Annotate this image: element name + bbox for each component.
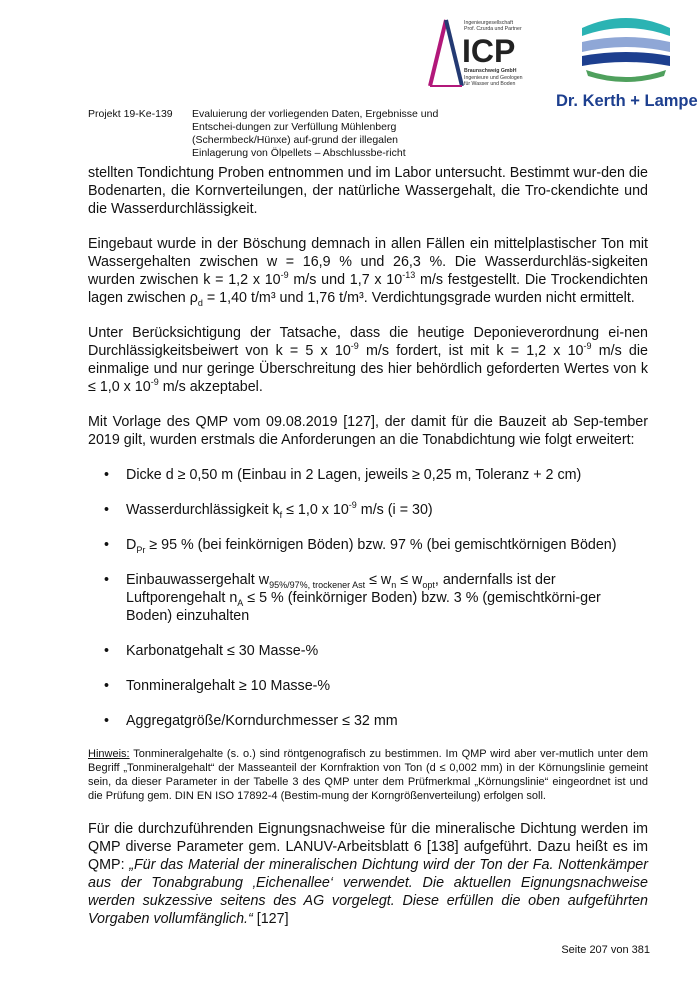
list-item: • $D_{Pr} \ge 95$ % (bei feinkörnigen Böden) bzw. 97 % (bei gemischtkörnigen Böden) bbox=[104, 537, 617, 555]
bullet-icon: • bbox=[104, 678, 110, 694]
list-item: • Wasserdurchlässigkeit $k_f \le 1,0$ x $10^{-9}$ m/s (i = 30) bbox=[104, 500, 433, 520]
icp-top-line1: Ingenieurgesellschaft bbox=[464, 20, 514, 26]
note: Hinweis: Tonmineralgehalte (s. o.) sind röntgenografisch zu bestimmen. Im QMP wird aber ver-mutlich unter dem Begriff „Tonmineralgehalt“ der Masseanteil der Kornfraktion von Ton (d ≤ 0,002 mm) in der Körnungslinie gemeint sein, da dieser Parameter in der Tabelle 3 des QMP unter dem Prüfmerkmal „Körnungslinie“ eingeordnet ist und die Prüfung gem. DIN EN ISO 17892-4 (Bestim-mung der Korngrößenverteilung) erfolgen soll. bbox=[88, 748, 648, 802]
icp-logo-mark bbox=[424, 18, 464, 90]
list-item: • Karbonatgehalt ≤ 30 Masse-% bbox=[104, 643, 319, 659]
paragraph-2: Eingebaut wurde in der Böschung demnach in allen Fällen ein mittelplastischer Ton mit Wassergehalten zwischen w = 16,9 % und 26,3 %. Die Wasserdurchläs-sigkeiten wurden zwischen k = 1,2 x $10^{-9}$ m/s und 1,7 x $10^{-13}$ m/s festgestellt. Die Trockendichten lagen zwischen $\rho_d = 1,40$ t/m³ und 1,76 t/m³. Verdichtungsgrade wurden nicht ermittelt. bbox=[88, 236, 648, 308]
list-item: • Einbauwassergehalt $w_{95\%/97\%, trockener Ast} \le w_n \le w_{opt}$, andernfalls ist der Luftporengehalt $n_A \le 5$ % (feinkörniger Boden) bzw. 3 % (gemischtkörni-ger Boden) einzuhalten bbox=[104, 572, 601, 624]
icp-logo bbox=[424, 16, 544, 96]
bullet-icon: • bbox=[104, 713, 110, 729]
body-text bbox=[88, 164, 648, 945]
requirements-list bbox=[88, 466, 648, 730]
kerth-lampe-logo bbox=[556, 12, 698, 116]
project-label: Projekt 19-Ke-139 bbox=[88, 108, 173, 120]
icp-sub: Braunschweig GmbH bbox=[464, 68, 517, 74]
paragraph-3: Unter Berücksichtigung der Tatsache, dass die heutige Deponieverordnung ei-nen Durchlässigkeitsbeiwert von k = 5 x $10^{-9}$ m/s fordert, ist mit k = 1,2 x $10^{-9}$ m/s die einmalige und nur geringe Überschreitung des hier behördlich geforderten Wertes von k ≤ 1,0 x $10^{-9}$ m/s akzeptabel. bbox=[88, 325, 648, 395]
list-item: • Tonmineralgehalt ≥ 10 Masse-% bbox=[104, 678, 331, 694]
bullet-icon: • bbox=[104, 467, 110, 483]
page-number: Seite 207 von 381 bbox=[561, 944, 650, 956]
list-item: • Aggregatgröße/Korndurchmesser ≤ 32 mm bbox=[104, 713, 398, 729]
icp-top-line2: Prof. Czurda und Partner bbox=[464, 26, 522, 32]
qmp-quote: „Für das Material der mineralischen Dichtung wird der Ton der Fa. Nottenkämper aus der Tonabgrabung ‚Eichenallee‘ verwendet. Die aktuellen Eignungsnachweise werden sukzessive seitens des AG vorgelegt. Diese erfüllen die oben aufgeführten Vorgaben vollumfänglich.“ bbox=[88, 857, 648, 927]
project-title: Evaluierung der vorliegenden Daten, Ergebnisse und Entschei-dungen zur Verfüllung Mühlenberg (Schermbeck/Hünxe) auf-grund der illegalen Einlagerung von Ölpellets – Abschlussbe-richt bbox=[192, 108, 439, 159]
list-item: • Dicke d ≥ 0,50 m (Einbau in 2 Lagen, jeweils ≥ 0,25 m, Toleranz + 2 cm) bbox=[104, 467, 582, 483]
bullet-icon: • bbox=[104, 502, 110, 518]
kerth-lampe-emblem bbox=[578, 12, 674, 84]
paragraph-final: Für die durchzuführenden Eignungsnachweise für die mineralische Dichtung werden im QMP diverse Parameter gem. LANUV-Arbeitsblatt 6 [138] aufgeführt. Dazu heißt es im QMP: „Für das Material der mineralischen Dichtung wird der Ton der Fa. Nottenkämper aus der Tonabgrabung ‚Eichenallee‘ verwendet. Die aktuellen Eignungsnachweise werden sukzessive seitens des AG vorgelegt. Diese erfüllen die oben aufgeführten Vorgaben vollumfänglich.“ [127] bbox=[88, 821, 648, 927]
paragraph-1: stellten Tondichtung Proben entnommen und im Labor untersucht. Bestimmt wur-den die Bodenarten, die Kornverteilungen, der natürliche Wassergehalt, die Tro-ckendichte und die Wasserdurchlässigkeit. bbox=[88, 165, 649, 217]
icp-bottom-line2: für Wasser und Boden bbox=[464, 81, 516, 87]
bullet-icon: • bbox=[104, 537, 110, 553]
bullet-icon: • bbox=[104, 572, 110, 588]
icp-bottom-line1: Ingenieure und Geologen bbox=[464, 75, 523, 81]
paragraph-4: Mit Vorlage des QMP vom 09.08.2019 [127], der damit für die Bauzeit ab Sep-tember 2019 gilt, wurden erstmals die Anforderungen an die Tonabdichtung wie folgt erweitert: bbox=[88, 414, 648, 448]
note-label: Hinweis: bbox=[88, 748, 130, 760]
icp-wordmark: ICP bbox=[462, 33, 516, 69]
bullet-icon: • bbox=[104, 643, 110, 659]
kerth-lampe-name: Dr. Kerth + Lampe bbox=[556, 92, 698, 110]
